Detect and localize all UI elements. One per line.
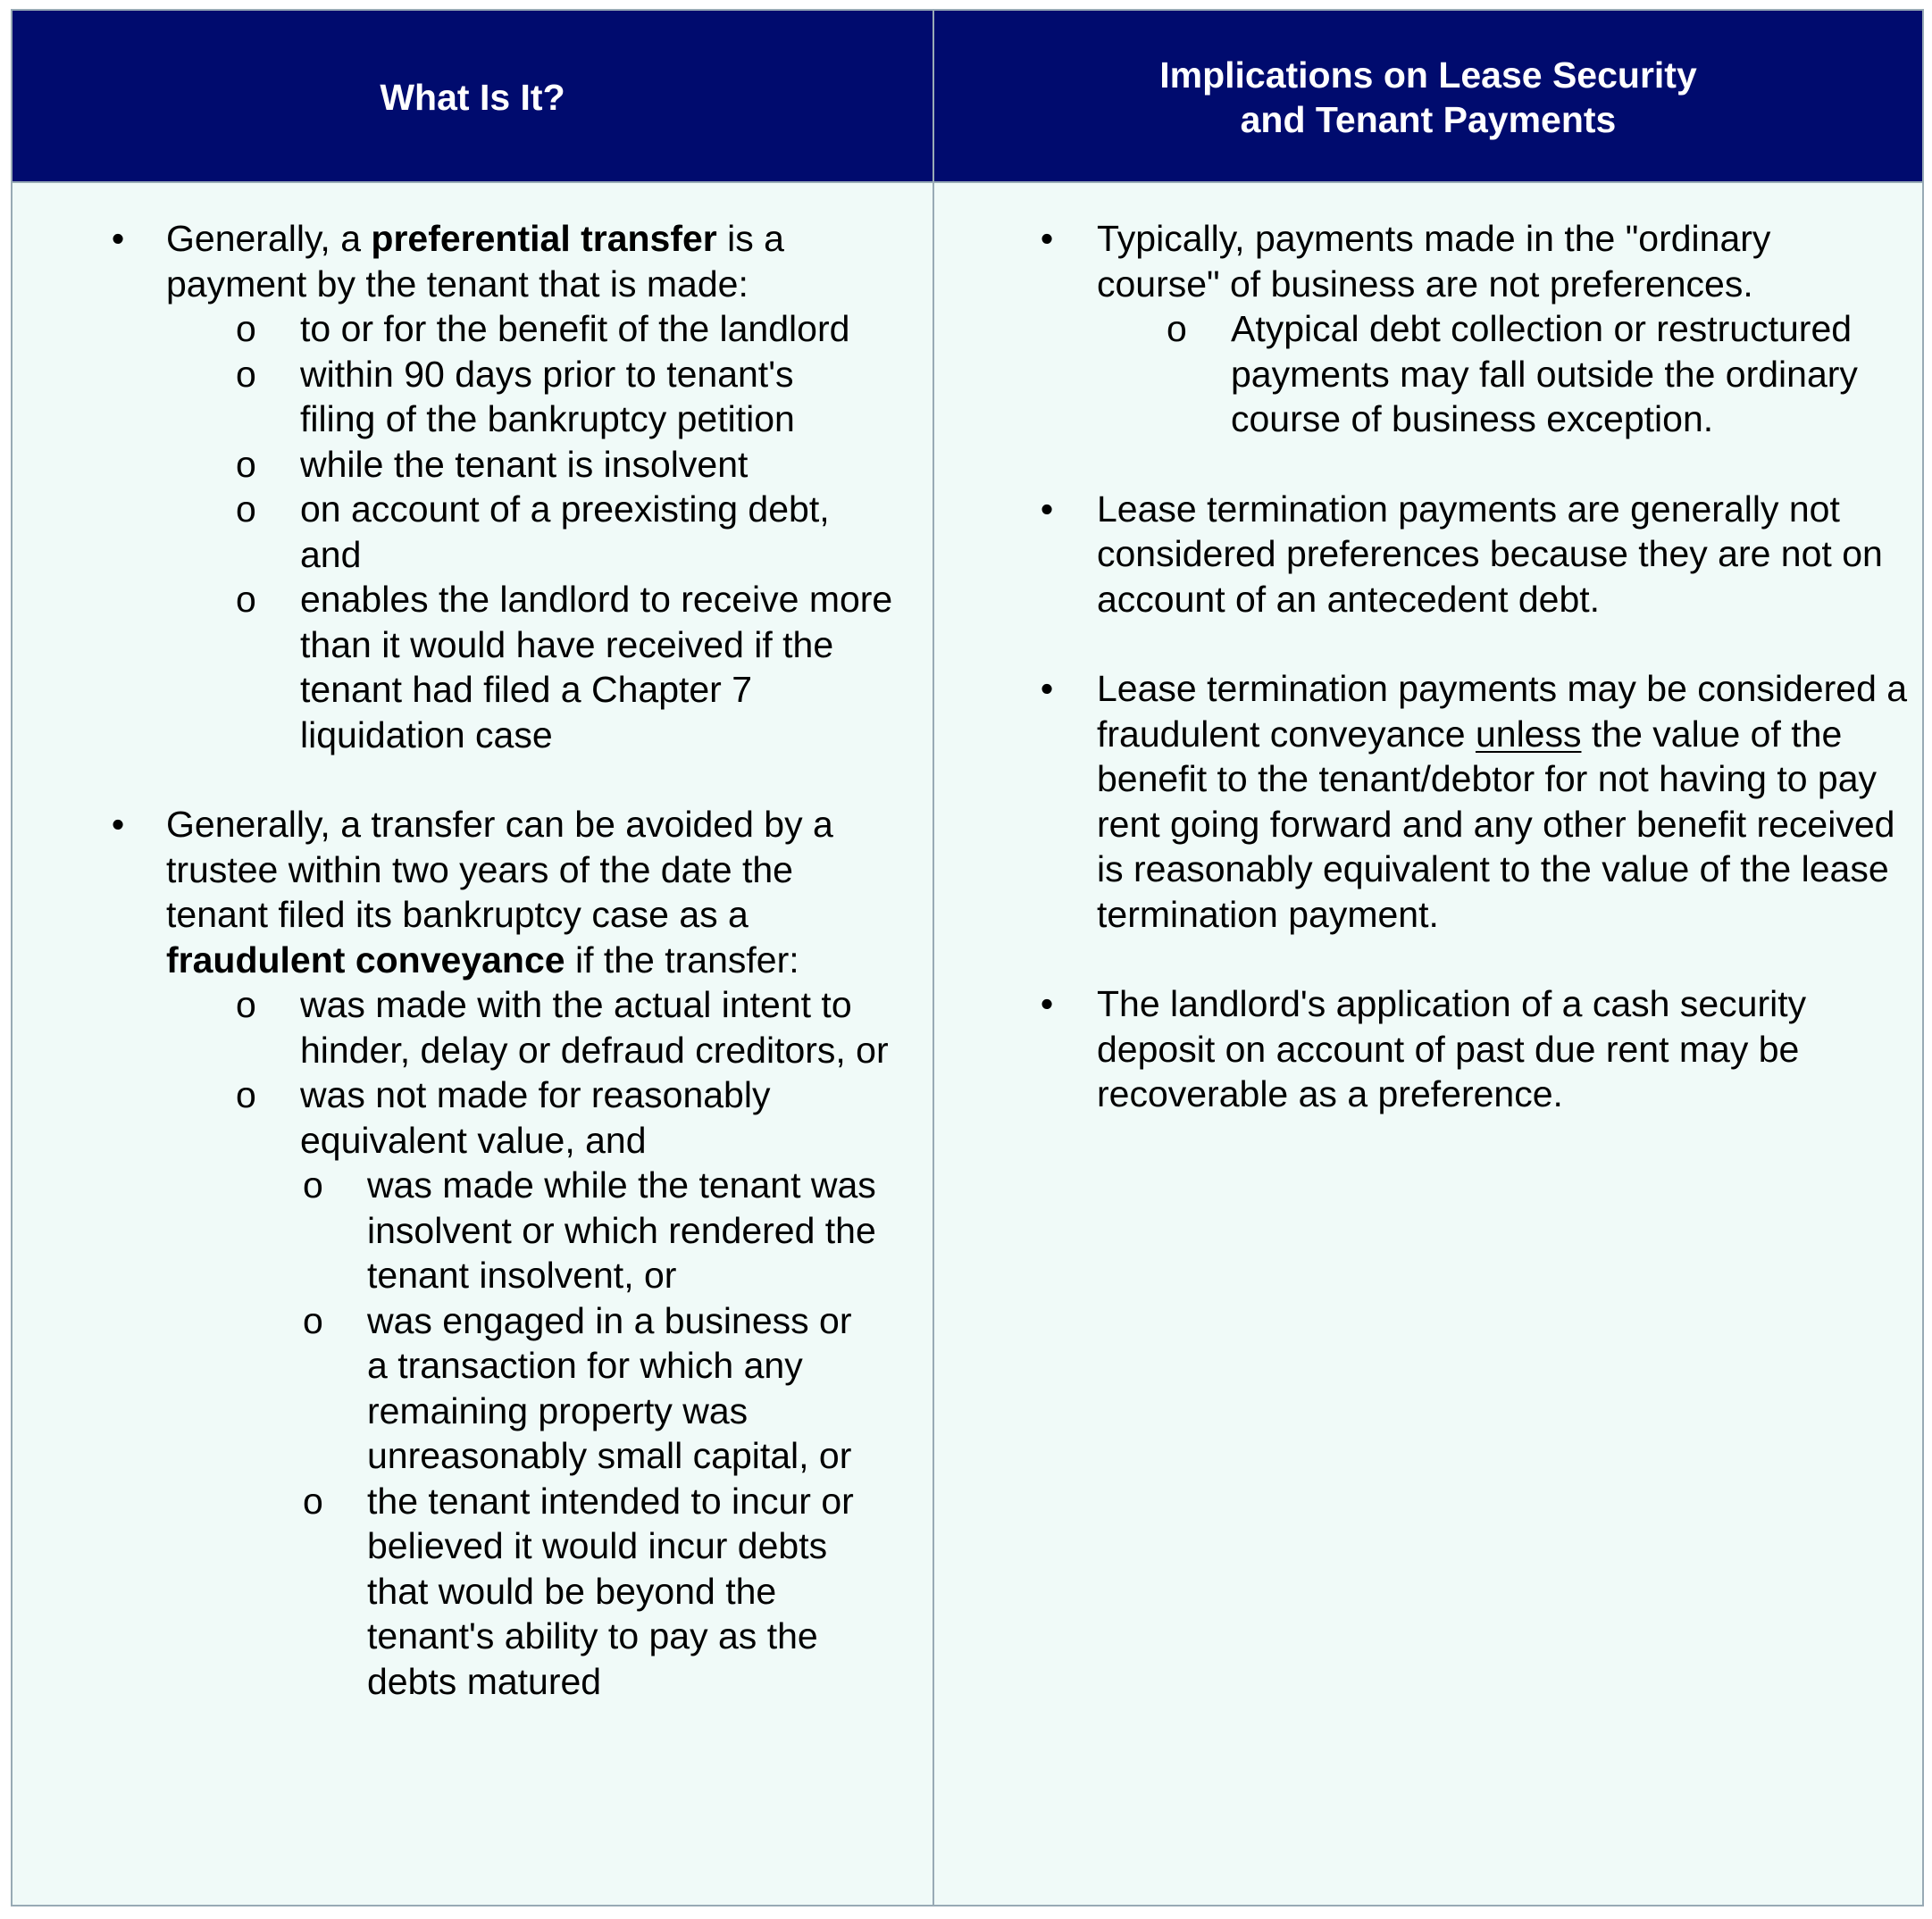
- circle-bullet-icon: o: [236, 579, 256, 620]
- fraudulent-nested-subitem: o was made while the tenant was insolvent or which rendered the tenant insolvent, or: [303, 1164, 876, 1296]
- preferential-subitem: o on account of a preexisting debt, and: [236, 488, 830, 575]
- preferential-subitem: o to or for the benefit of the landlord: [300, 306, 916, 352]
- circle-bullet-icon: o: [303, 1299, 323, 1341]
- preferential-subitem: o within 90 days prior to tenant's filing of the bankruptcy petition: [236, 353, 795, 439]
- circle-bullet-icon: o: [303, 1164, 323, 1206]
- header-implications-line2: and Tenant Payments: [1240, 98, 1617, 140]
- header-implications-line1: Implications on Lease Security: [1159, 54, 1697, 96]
- ordinary-course-subitem: o Atypical debt collection or restructured payments may fall outside the ordinary course of business exception.: [1167, 308, 1858, 439]
- fraudulent-text: Generally, a transfer can be avoided by a trustee within two years of the date the tenant filed its bankruptcy case as a fraudulent conveyance if the transfer:: [166, 804, 833, 980]
- bankruptcy-comparison-table: [11, 9, 1924, 1906]
- bullet-icon: •: [1040, 983, 1054, 1024]
- table-header: [13, 11, 1922, 183]
- circle-bullet-icon: o: [236, 308, 256, 349]
- preferential-subitem: o while the tenant is insolvent: [300, 442, 916, 488]
- circle-bullet-icon: o: [236, 1074, 256, 1115]
- left-column: [13, 216, 933, 1704]
- fraudulent-nested-subitem: o was engaged in a business or a transaction for which any remaining property was unreasonably small capital, or: [303, 1299, 852, 1476]
- circle-bullet-icon: o: [236, 488, 256, 530]
- circle-bullet-icon: o: [236, 353, 256, 395]
- lease-termination-item: • Lease termination payments are generally not considered preferences because they are not on account of an antecedent debt.: [1097, 487, 1883, 622]
- ordinary-course-item: • Typically, payments made in the "ordinary course" of business are not preferences.: [1097, 216, 1856, 306]
- fraudulent-nested-subitem: o the tenant intended to incur or believed it would incur debts that would be beyond the tenant's ability to pay as the debts matured: [303, 1480, 854, 1702]
- bullet-icon: •: [111, 804, 125, 845]
- preferential-subitem: o enables the landlord to receive more than it would have received if the tenant had filed a Chapter 7 liquidation case: [236, 579, 893, 755]
- preferential-transfer-item: [111, 216, 899, 306]
- circle-bullet-icon: o: [236, 443, 256, 485]
- fraudulent-conveyance-implication-item: [1040, 666, 1910, 937]
- security-deposit-item: • The landlord's application of a cash security deposit on account of past due rent may be recoverable as a preference.: [1097, 981, 1883, 1117]
- circle-bullet-icon: o: [236, 984, 256, 1025]
- fraud-implication-text: Lease termination payments may be considered a fraudulent conveyance unless the value of the benefit to the tenant/debtor for not having to pay rent going forward and any other benefit received is reasonably equivalent to the value of the lease termination payment.: [1097, 668, 1908, 935]
- header-implications: [933, 11, 1924, 183]
- fraudulent-subitem: o was made with the actual intent to hinder, delay or defraud creditors, or: [236, 984, 889, 1071]
- preferential-term: preferential transfer: [371, 218, 717, 259]
- bullet-icon: •: [1040, 218, 1054, 259]
- header-what-is-it: What Is It?: [380, 76, 565, 118]
- unless-emphasis: unless: [1475, 713, 1582, 755]
- circle-bullet-icon: o: [303, 1480, 323, 1522]
- fraudulent-subitem: o was not made for reasonably equivalent value, and: [236, 1074, 771, 1161]
- preferential-text: Generally, a preferential transfer is a payment by the tenant that is made:: [166, 218, 784, 305]
- bullet-icon: •: [1040, 668, 1054, 709]
- fraudulent-term: fraudulent conveyance: [166, 939, 565, 980]
- fraudulent-conveyance-item: [111, 802, 881, 982]
- circle-bullet-icon: o: [1167, 308, 1187, 349]
- bullet-icon: •: [1040, 488, 1054, 530]
- bullet-icon: •: [111, 218, 125, 259]
- right-column: [934, 216, 1924, 1117]
